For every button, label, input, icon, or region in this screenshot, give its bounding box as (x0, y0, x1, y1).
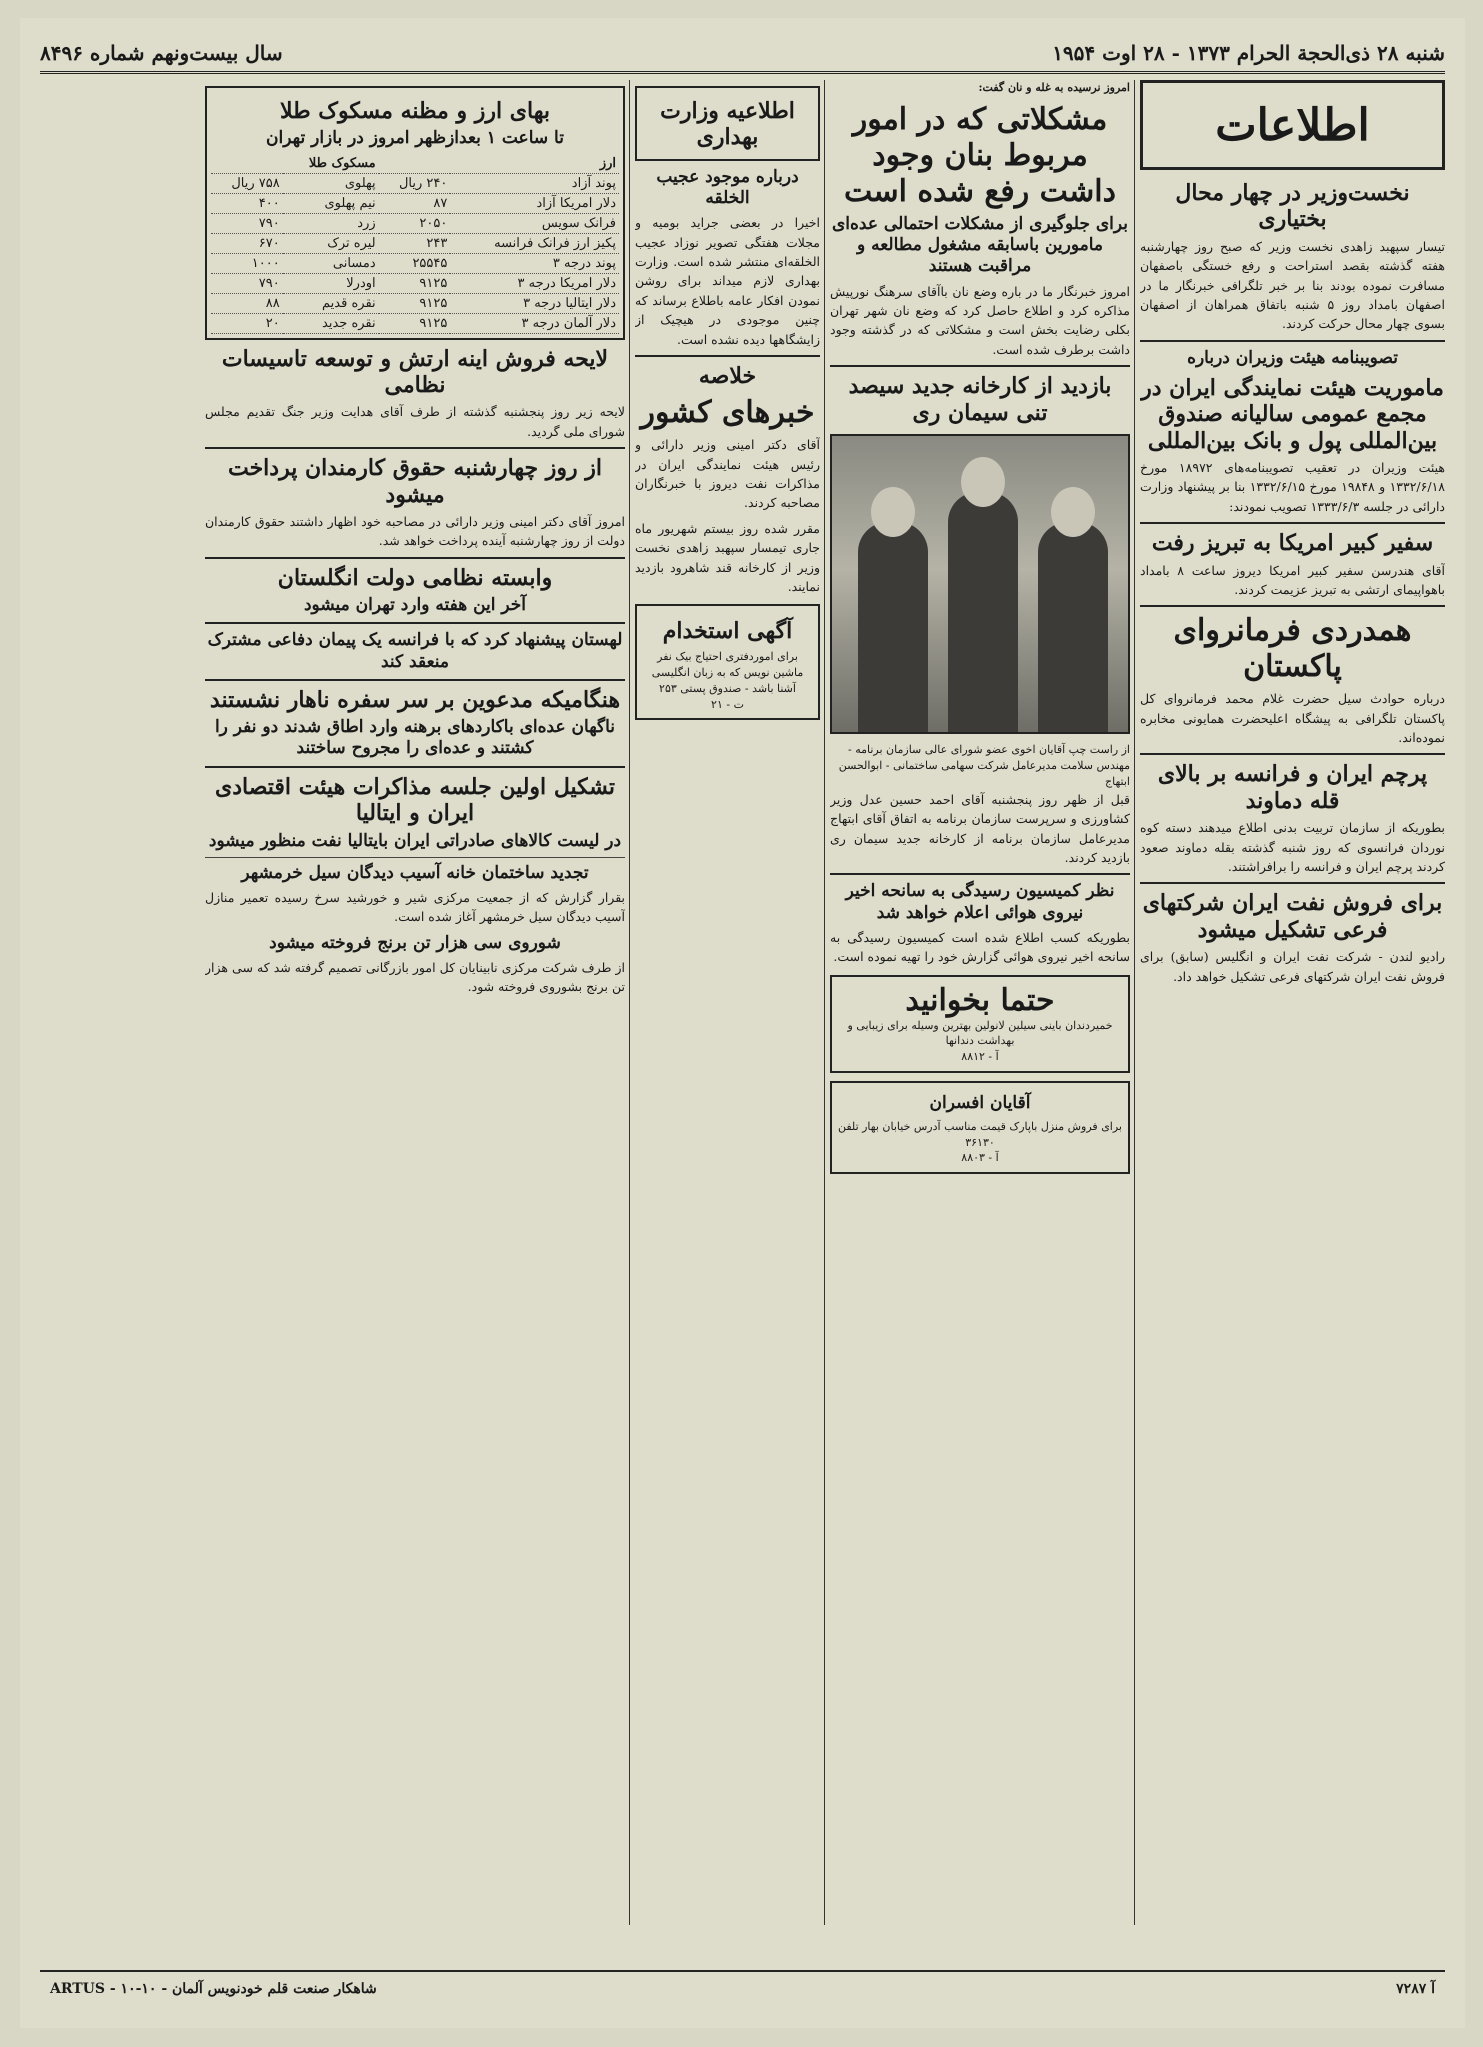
box-exchange-rates (205, 86, 625, 340)
headline-pakistan-sympathy: همدردی فرمانروای پاکستان (1173, 613, 1412, 685)
article-air-crash: بطوریکه کسب اطلاع شده است کمیسیون رسیدگی به سانحه اخیر نیروی هوائی گزارش خود را تهیه نموده است. (830, 929, 1130, 965)
article-cement-factory: قبل از ظهر روز پنجشنبه آقای احمد حسین عدل وزیر کشاورزی و سرپرست سازمان برنامه به اتفاق آقای ابتهاج مدیرعامل سازمان برنامه از کارخانه جدید سیمان ری بازدید کردند. (830, 791, 1130, 865)
ad-employment-code: ت - ۲۱ (711, 697, 744, 711)
ad-employment-title: آگهی استخدام (662, 618, 793, 645)
table-row: دلار ایتالیا درجه ۳ ۹۱۲۵ نقره قدیم ۸۸ (211, 293, 619, 313)
dateline-date: شنبه ۲۸ ذی‌الحجة الحرام ۱۳۷۳ - ۲۸ اوت ۱۹۵۴ (1052, 40, 1445, 65)
headline-damavand-flag: پرچم ایران و فرانسه بر بالای قله دماوند (1157, 761, 1428, 814)
subhead-bread: برای جلوگیری از مشکلات احتمالی عده‌ای مامورین باسابقه مشغول مطالعه و مراقبت هستند (831, 213, 1129, 277)
headline-us-ambassador: سفیر کبیر امریکا به تبریز رفت (1151, 530, 1434, 557)
article-damavand-flag: بطوریکه از سازمان تربیت بدنی اطلاع میدهند دسته کوه نوردان فرانسوی که روز شنبه گذشته بقله دماوند صعود کردند پرچم ایران و فرانسه را برافراشتند. (1140, 820, 1445, 874)
price-table (211, 154, 619, 334)
headline-salaries: از روز چهارشنبه حقوق کارمندان پرداخت میشود (227, 455, 603, 508)
headline-cement-factory: بازدید از کارخانه جدید سیصد تنی سیمان ری (848, 373, 1112, 426)
footer-code: آ ۷۲۸۷ (1396, 1981, 1435, 1997)
table-row: پوند درجه ۳ ۲۵۵۴۵ دمسانی ۱۰۰۰ (211, 253, 619, 273)
footer-ad: ARTUS - شاهکار صنعت قلم خودنویس آلمان - ۱۰-۱۰ (50, 1981, 377, 1997)
headline-imf-mission: ماموریت هیئت نمایندگی ایران در مجمع عمومی سالیانه صندوق بین‌المللی پول و بانک بین‌المللی (1141, 374, 1444, 454)
newspaper-page (20, 18, 1465, 2028)
headline-lunch-attack: هنگامیکه مدعوین بر سر سفره ناهار نشستند (209, 686, 621, 713)
headline-flood-housing: تجدید ساختمان خانه آسیب دیدگان سیل خرمشهر (241, 862, 589, 883)
table-row: دلار امریکا درجه ۳ ۹۱۲۵ اودرلا ۷۹۰ (211, 273, 619, 293)
headline-cabinet-decree: تصویبنامه هیئت وزیران درباره (1187, 347, 1398, 368)
subhead-iran-italy: در لیست کالاهای صادراتی ایران بایتالیا نفت منظور میشود (208, 830, 622, 851)
article-bread: امروز خبرنگار ما در باره وضع نان باآقای سرهنگ نورپیش مذاکره کرد و اطلاع حاصل کرد که وضع نان شهر تهران بکلی رضایت بخش است و مشکلاتی که در گذشته وجود داشت برطرف شده است. (830, 283, 1130, 357)
column-3 (635, 80, 820, 1925)
column-1 (1140, 80, 1445, 1925)
dateline-issue: سال بیست‌ونهم شماره ۸۴۹۶ (40, 40, 283, 65)
ad-officers-text: برای فروش منزل باپارک قیمت مناسب آدرس خیابان بهار تلفن ۳۶۱۳۰ (837, 1119, 1122, 1149)
article-salaries: امروز آقای دکتر امینی وزیر دارائی در مصاحبه خود اظهار داشتند حقوق کارمندان دولت از روز چهارشنبه آینده پرداخت خواهد شد. (205, 513, 625, 549)
headline-iran-italy: تشکیل اولین جلسه مذاکرات هیئت اقتصادی ایران و ایتالیا (214, 773, 616, 827)
headline-poland-pact: لهستان پیشنهاد کرد که با فرانسه یک پیمان دفاعی مشترک منعقد کند (207, 630, 623, 672)
article-army-bill: لایحه زیر روز پنجشنبه گذشته از طرف آقای هدایت وزیر جنگ تقدیم مجلس شورای ملی گردید. (205, 404, 625, 439)
ad-toothpaste-code: آ - ۸۸۱۲ (961, 1050, 999, 1064)
table-row: فرانک سویس ۲۰۵۰ زرد ۷۹۰ (211, 213, 619, 233)
headline-uk-attache: وابسته نظامی دولت انگلستان (277, 564, 553, 591)
ad-toothpaste-title: حتما بخوانید (905, 982, 1055, 1018)
table-row: پوند آزاد ۲۴۰ ریال پهلوی ۷۵۸ ریال (211, 173, 619, 193)
article-pm-bakhtiari: تیسار سپهبد زاهدی نخست وزیر که صبح روز چهارشنبه هفته گذشته بقصد استراحت و رفع خستگی باصفهان مسافرت نموده بودند بنا بر خبر تلگرافی خبرنگار ما در اصفهان بامداد روز ۵ شنبه باتفاق همراهان از اصفهان بسوی چهار محال حرکت کردند. (1140, 238, 1445, 332)
headline-army-bill: لایحه فروش اینه ارتش و توسعه تاسیسات نظامی (221, 345, 609, 399)
masthead-logo: اطلاعات (1140, 80, 1445, 170)
article-pakistan-sympathy: درباره حوادث سیل حضرت غلام محمد فرمانروای کل پاکستان تلگرافی به پیشگاه اعلیحضرت همایونی مخابره نموده‌اند. (1140, 691, 1445, 746)
table-row: پکیز ارز فرانک فرانسه ۲۴۳ لیره ترک ۶۷۰ (211, 233, 619, 253)
box-health-ministry (635, 86, 820, 161)
ad-officers-code: آ - ۸۸۰۳ (961, 1151, 999, 1165)
ad-employment-text: برای اموردفتری احتیاج بیک نفر ماشین نویس که به زبان انگلیسی آشنا باشد - صندوق پستی ۲۵۳ (651, 649, 804, 695)
table-row: دلار آلمان درجه ۳ ۹۱۲۵ نقره جدید ۲۰ (211, 313, 619, 333)
subhead-lunch-attack: ناگهان عده‌ای باکاردهای برهنه وارد اطاق شدند دو نفر را کشتند و عده‌ای را مجروح ساختند (214, 717, 616, 759)
news-shahrud: مقرر شده روز بیستم شهریور ماه جاری تیمسار سپهبد زاهدی نخست وزیر از کارخانه قند شاهرود بازدید نمایند. (635, 520, 820, 594)
subhead-exchange-rates: تا ساعت ۱ بعدازظهر امروز در بازار تهران (266, 128, 564, 149)
price-header-gold: مسکوک طلا (283, 154, 379, 174)
news-amini: آقای دکتر امینی وزیر دارائی و رئیس هیئت نمایندگی ایران در مذاکرات نفت دیروز با خبرنگاران مصاحبه کردند. (635, 437, 820, 511)
headline-bread: مشکلاتی که در امور مربوط بنان وجود داشت رفع شده است (844, 101, 1116, 209)
headline-exchange-rates: بهای ارز و مظنه مسکوک طلا (280, 98, 550, 124)
column-4 (205, 80, 625, 1925)
ad-toothpaste-text: خمیردندان باینی سیلین لانولین بهترین وسیله برای زیبایی و بهداشت دندانها (847, 1018, 1113, 1048)
ad-officers-title: آقایان افسران (929, 1093, 1031, 1114)
article-oil-subsidiaries: رادیو لندن - شرکت نفت ایران و انگلیس (سابق) برای فروش نفت ایران شرکتهای فرعی تشکیل خواهد داد. (1140, 949, 1445, 984)
footer (40, 1970, 1445, 2006)
headline-summary: خلاصه (698, 362, 757, 389)
ad-officers (830, 1081, 1130, 1174)
headline-health-ministry: اطلاعیه وزارت بهداری (660, 98, 795, 151)
table-row: دلار امریکا آزاد ۸۷ نیم پهلوی ۴۰۰ (211, 193, 619, 213)
dateline (40, 34, 1445, 74)
ad-toothpaste (830, 975, 1130, 1074)
headline-country-news: خبرهای کشور (640, 395, 815, 431)
article-us-ambassador: آقای هندرسن سفیر کبیر امریکا دیروز ساعت ۸ بامداد باهواپیمای ارتشی به تبریز عزیمت کردند. (1140, 562, 1445, 597)
ad-employment (635, 604, 820, 720)
headline-oil-subsidiaries: برای فروش نفت ایران شرکتهای فرعی تشکیل میشود (1142, 890, 1443, 943)
column-2 (830, 80, 1130, 1925)
subhead-strange-creature: درباره موجود عجیب الخلقه (656, 166, 799, 209)
kicker-bread: امروز نرسیده به غله و نان گفت: (978, 81, 1130, 94)
article-flood-housing: بقرار گزارش که از جمعیت مرکزی شیر و خورشید سرخ رسیده تعمیر منازل آسیب دیدگان سیل خرمشهر آغاز شده است. (205, 890, 625, 925)
article-rice-soviet: از طرف شرکت مرکزی نابینایان کل امور بازرگانی تصمیم گرفته شد که سی هزار تن برنج بشوروی فروخته شود. (205, 960, 625, 995)
article-health-ministry: اخیرا در بعضی جراید بومیه و مجلات هفتگی تصویر نوزاد عجیب الخلقه‌ای منتشر شده است. وزارت بهداری لازم میداند برای روشن نمودن افکار عامه باطلاع برساند که چنین موجودی در هیچیک از زایشگاهها دیده نشده است. (635, 215, 820, 347)
photo-cement-visit (830, 434, 1130, 734)
headline-pm-bakhtiari: نخست‌وزیر در چهار محال بختیاری (1175, 180, 1410, 233)
subhead-uk-attache: آخر این هفته وارد تهران میشود (303, 595, 527, 616)
article-imf-mission: هیئت وزیران در تعقیب تصویبنامه‌های ۱۸۹۷۲ مورخ ۱۳۳۲/۶/۱۸ و ۱۹۸۴۸ مورخ ۱۳۳۲/۶/۱۵ بنا بر پیشنهاد وزارت دارائی در جلسه ۱۳۳۳/۶/۳ تصویب نمودند: (1140, 460, 1445, 514)
photo-caption: از راست چپ آقایان اخوی عضو شورای عالی سازمان برنامه - مهندس سلامت مدیرعامل شرکت سهامی ساختمانی - ابوالحسن ابتهاج (838, 742, 1130, 788)
price-header-currency: ارز (450, 154, 619, 174)
headline-rice-soviet: شوروی سی هزار تن برنج فروخته میشود (269, 932, 561, 953)
headline-air-crash-commission: نظر کمیسیون رسیدگی به سانحه اخیر نیروی هوائی اعلام خواهد شد (845, 881, 1115, 923)
